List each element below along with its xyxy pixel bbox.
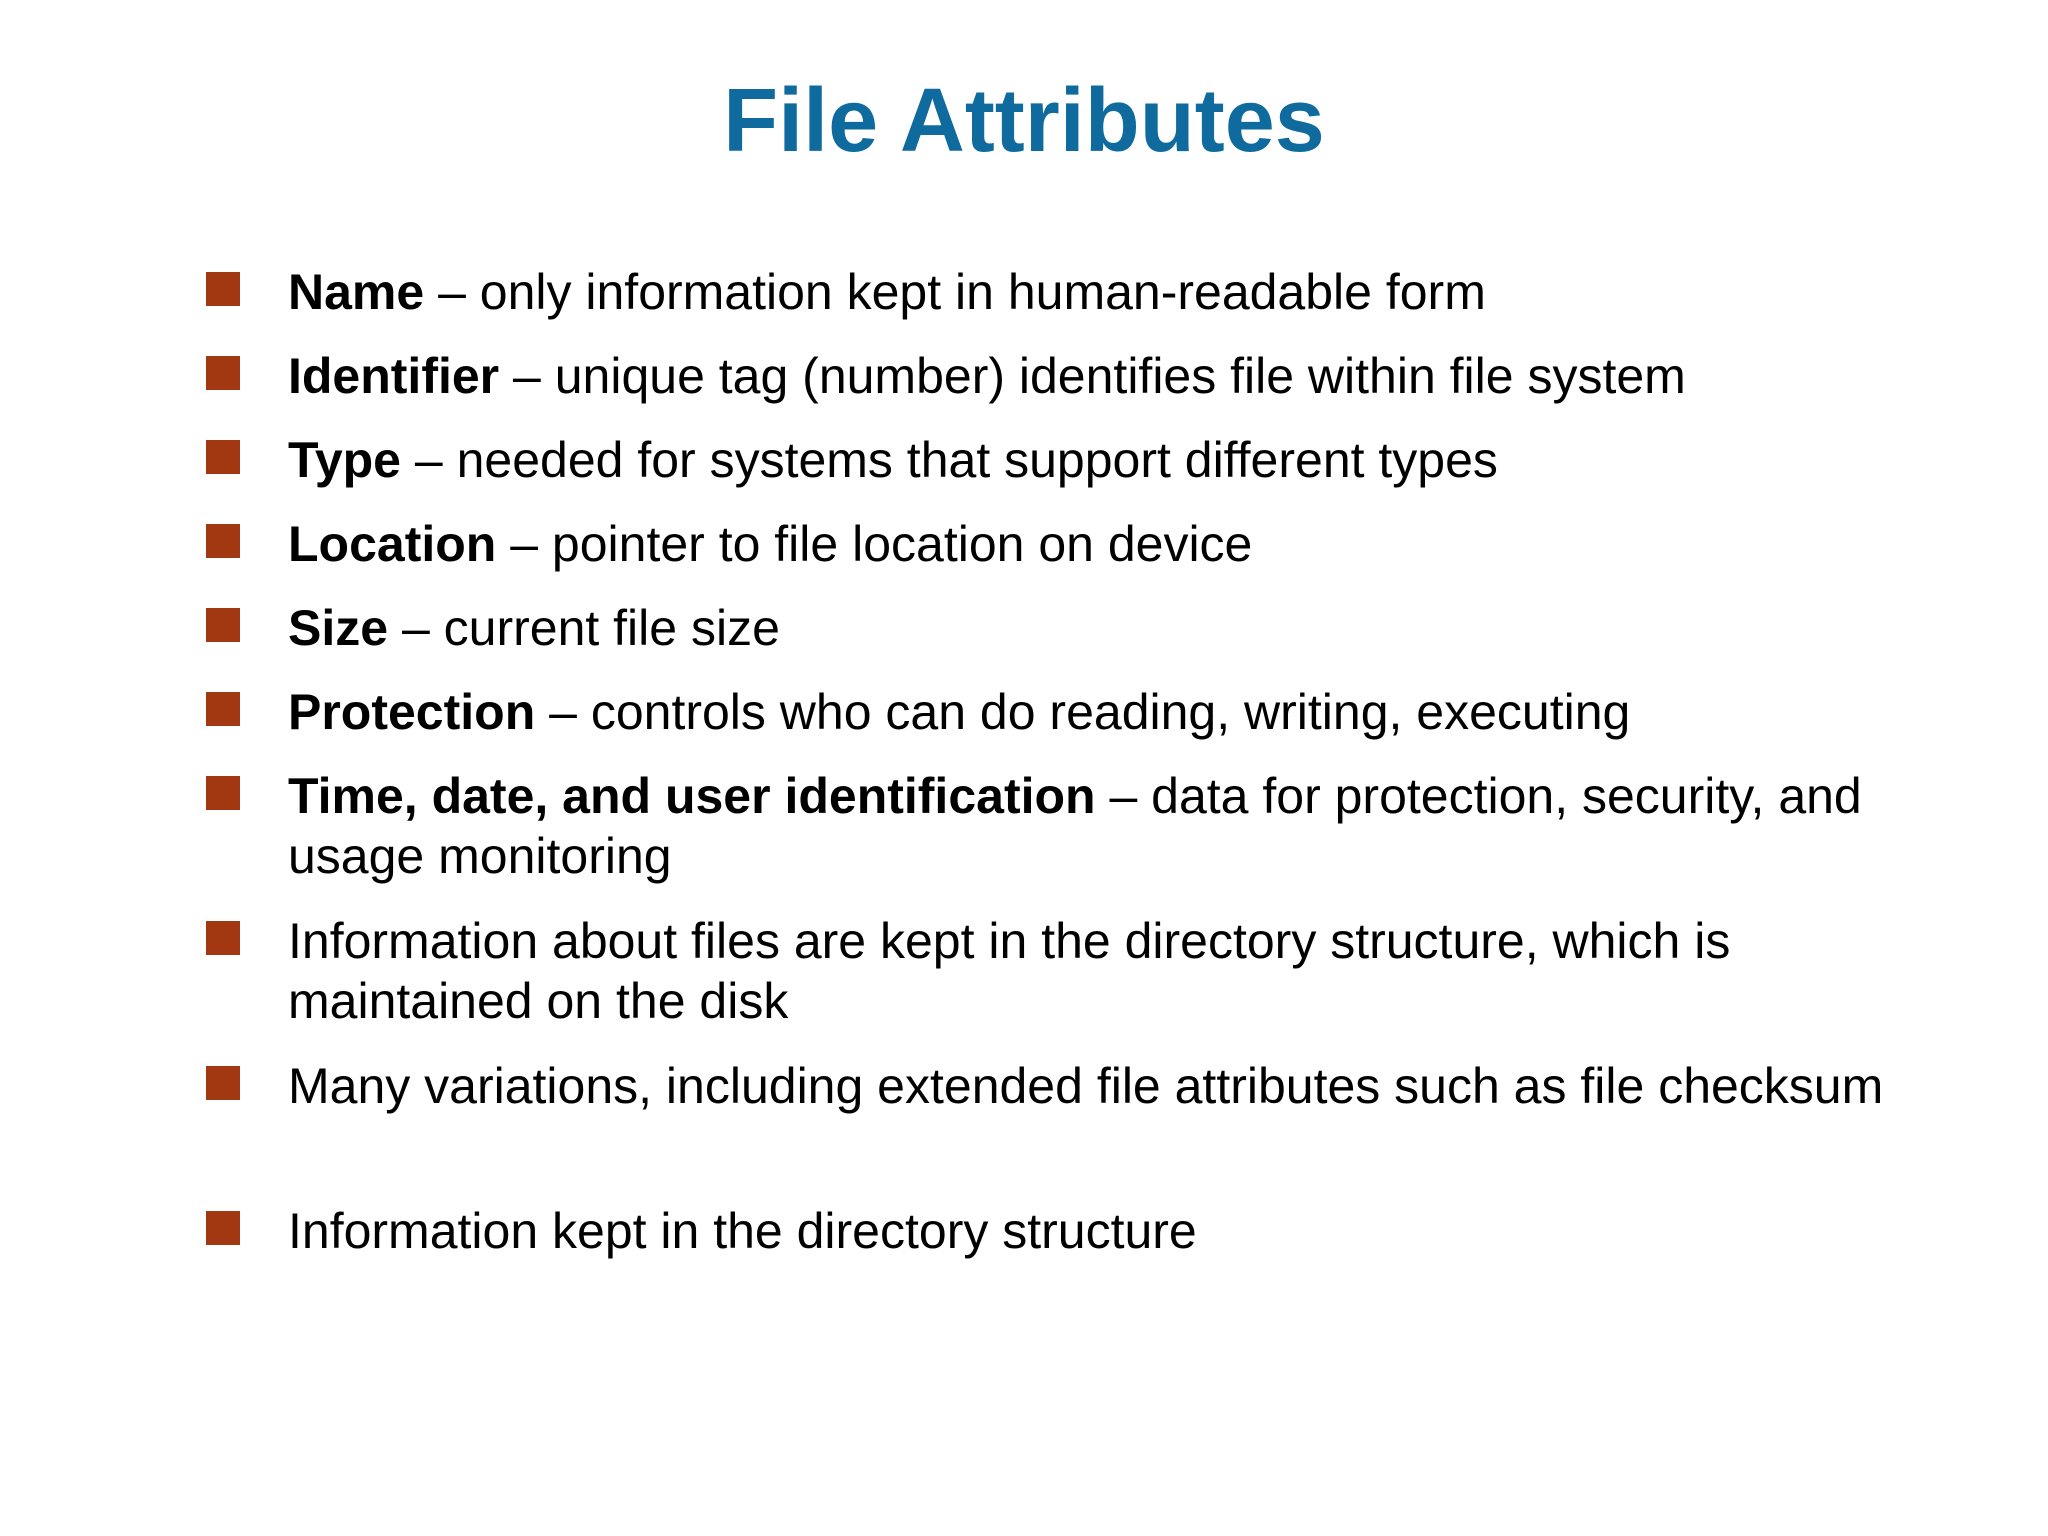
list-item-text bbox=[288, 911, 1888, 1031]
square-bullet-icon bbox=[206, 608, 240, 642]
list-item-description: Information kept in the directory structure bbox=[288, 1203, 1197, 1259]
list-item-description: Many variations, including extended file attributes such as file checksum bbox=[288, 1058, 1884, 1114]
square-bullet-icon bbox=[206, 524, 240, 558]
list-item-description: – needed for systems that support different types bbox=[401, 432, 1498, 488]
square-bullet-icon bbox=[206, 776, 240, 810]
list-item-description: Information about files are kept in the directory structure, which is maintained on the disk bbox=[288, 913, 1731, 1029]
list-item-description: – data for protection, security, and usage monitoring bbox=[288, 768, 1862, 884]
list-item-term: Location bbox=[288, 516, 497, 572]
list-item-description: – controls who can do reading, writing, executing bbox=[535, 684, 1631, 740]
list-item-text bbox=[288, 430, 1888, 490]
square-bullet-icon bbox=[206, 692, 240, 726]
square-bullet-icon bbox=[206, 921, 240, 955]
list-item-term: Identifier bbox=[288, 348, 500, 404]
list-item-term: Time, date, and user identification bbox=[288, 768, 1096, 824]
list-item-text bbox=[288, 682, 1888, 742]
list-item-description: – current file size bbox=[388, 600, 780, 656]
list-item-description: – unique tag (number) identifies file within file system bbox=[499, 348, 1686, 404]
square-bullet-icon bbox=[206, 1066, 240, 1100]
square-bullet-icon bbox=[206, 272, 240, 306]
list-item-description: – only information kept in human-readable form bbox=[424, 264, 1486, 320]
list-item-term: Name bbox=[288, 264, 425, 320]
list-item-text bbox=[288, 1201, 1888, 1261]
list-item-text bbox=[288, 598, 1888, 658]
square-bullet-icon bbox=[206, 440, 240, 474]
list-item-text bbox=[288, 262, 1888, 322]
list-item-text bbox=[288, 514, 1888, 574]
list-item-text bbox=[288, 766, 1888, 886]
list-item-description: – pointer to file location on device bbox=[496, 516, 1253, 572]
page-title: File Attributes bbox=[723, 71, 1325, 171]
square-bullet-icon bbox=[206, 356, 240, 390]
list-item-term: Type bbox=[288, 432, 401, 488]
list-item-text bbox=[288, 346, 1888, 406]
square-bullet-icon bbox=[206, 1211, 240, 1245]
list-item-term: Protection bbox=[288, 684, 536, 740]
list-item-term: Size bbox=[288, 600, 389, 656]
list-item-text bbox=[288, 1056, 1888, 1116]
